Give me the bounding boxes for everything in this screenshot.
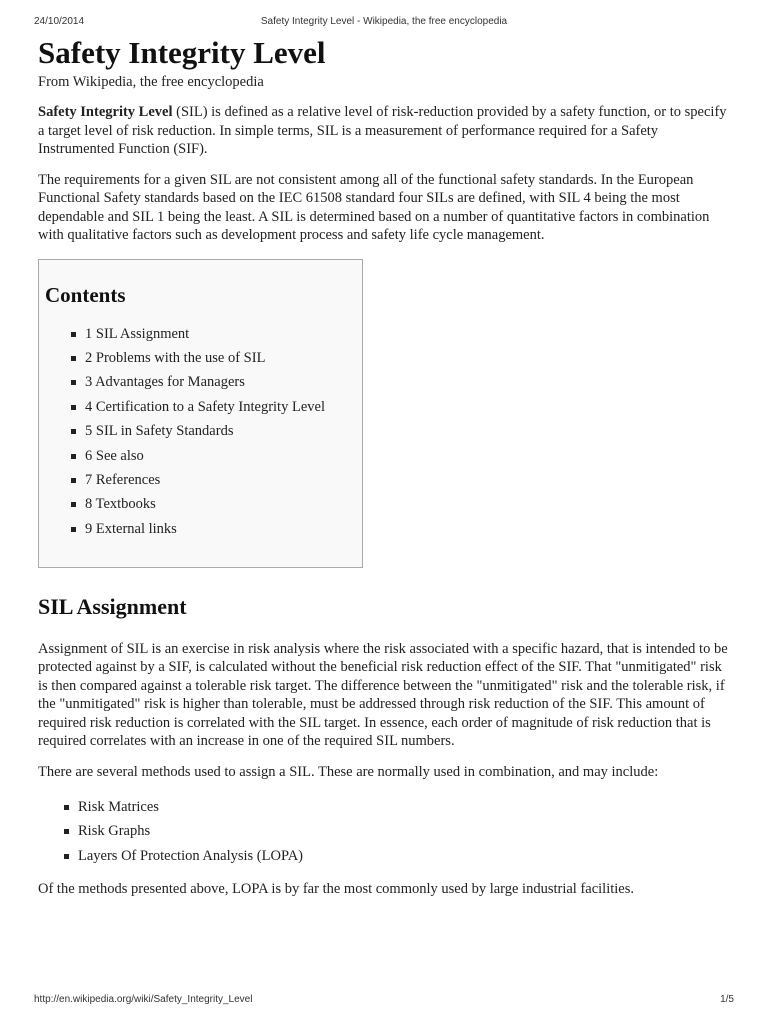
list-item[interactable] [62,844,732,868]
toc-item-label[interactable]: 3 Advantages for Managers [85,374,245,391]
intro-text: (SIL) is defined as a relative level of risk-reduction provided by a safety function, or to specify a target level of risk reduction. In simple terms, SIL is a measurement of performance required for a Safety Instrumented Function (SIF). [38,104,727,157]
bullet-icon [71,405,76,410]
bullet-icon [64,829,69,834]
bullet-icon [71,478,76,483]
section-heading-sil-assignment: SIL Assignment [38,593,187,619]
toc-item[interactable] [69,346,356,370]
toc-item-label[interactable]: 1 SIL Assignment [85,325,190,342]
page-subtitle: From Wikipedia, the free encyclopedia [38,74,264,90]
sil-assignment-paragraph-2: There are several methods used to assign a SIL. These are normally used in combination, and may include: [38,763,659,780]
toc-item[interactable] [69,517,356,541]
page-title: Safety Integrity Level [38,35,326,70]
toc-item[interactable] [69,468,356,492]
table-of-contents [38,259,363,568]
intro-bold-term: Safety Integrity Level [38,104,173,120]
bullet-icon [71,527,76,532]
toc-item[interactable] [69,419,356,443]
toc-item[interactable] [69,322,356,346]
toc-item-label[interactable]: 7 References [85,471,161,488]
toc-title: Contents [45,282,126,307]
toc-item[interactable] [69,444,356,468]
print-page-title: Safety Integrity Level - Wikipedia, the free encyclopedia [260,16,508,27]
method-label[interactable]: Risk Graphs [78,823,151,840]
print-header [34,16,734,30]
toc-item[interactable] [69,395,356,419]
method-label[interactable]: Layers Of Protection Analysis (LOPA) [78,847,303,864]
intro-paragraph [38,103,732,159]
toc-list [45,322,356,542]
bullet-icon [64,805,69,810]
bullet-icon [71,356,76,361]
print-url: http://en.wikipedia.org/wiki/Safety_Integrity_Level [34,994,253,1005]
bullet-icon [71,380,76,385]
bullet-icon [64,854,69,859]
toc-item-label[interactable]: 5 SIL in Safety Standards [85,423,234,440]
method-label[interactable]: Risk Matrices [78,799,159,815]
sil-assignment-paragraph-1: Assignment of SIL is an exercise in risk analysis where the risk associated with a specific hazard, that is intended to be protected against by a SIF, is calculated without the beneficial risk reduction effect of the SIF. That "unmitigated" risk is then compared against a tolerable risk target. The difference between the "unmitigated" risk and the tolerable risk, if the "unmitigated" risk is higher than tolerable, must be addressed through risk reduction of the SIF. This amount of required risk reduction is correlated with the SIL target. In essence, each order of magnitude of risk reduction that is required correlates with an increase in one of the required SIL numbers. [38,640,728,749]
toc-item[interactable] [69,370,356,394]
list-item[interactable] [62,795,732,819]
toc-item-label[interactable]: 6 See also [85,447,144,464]
print-footer [34,994,734,1008]
toc-item[interactable] [69,492,356,516]
methods-list [38,795,732,868]
requirements-paragraph: The requirements for a given SIL are not consistent among all of the functional safety standards. In the European Functional Safety standards based on the IEC 61508 standard four SILs are defined, with SIL 4 being the most dependable and SIL 1 being the least. A SIL is determined based on a number of quantitative factors in combination with qualitative factors such as development process and safety life cycle management. [38,171,710,243]
list-item[interactable] [62,819,732,843]
bullet-icon [71,502,76,507]
bullet-icon [71,454,76,459]
bullet-icon [71,332,76,337]
toc-item-label[interactable]: 2 Problems with the use of SIL [85,349,266,366]
sil-assignment-paragraph-3: Of the methods presented above, LOPA is by far the most commonly used by large industrial facilities. [38,881,635,898]
toc-item-label[interactable]: 9 External links [85,520,177,537]
print-date: 24/10/2014 [34,16,85,27]
toc-item-label[interactable]: 4 Certification to a Safety Integrity Level [85,398,325,415]
toc-item-label[interactable]: 8 Textbooks [85,496,156,513]
print-page-number: 1/5 [720,994,734,1005]
article-content [38,34,732,911]
bullet-icon [71,429,76,434]
